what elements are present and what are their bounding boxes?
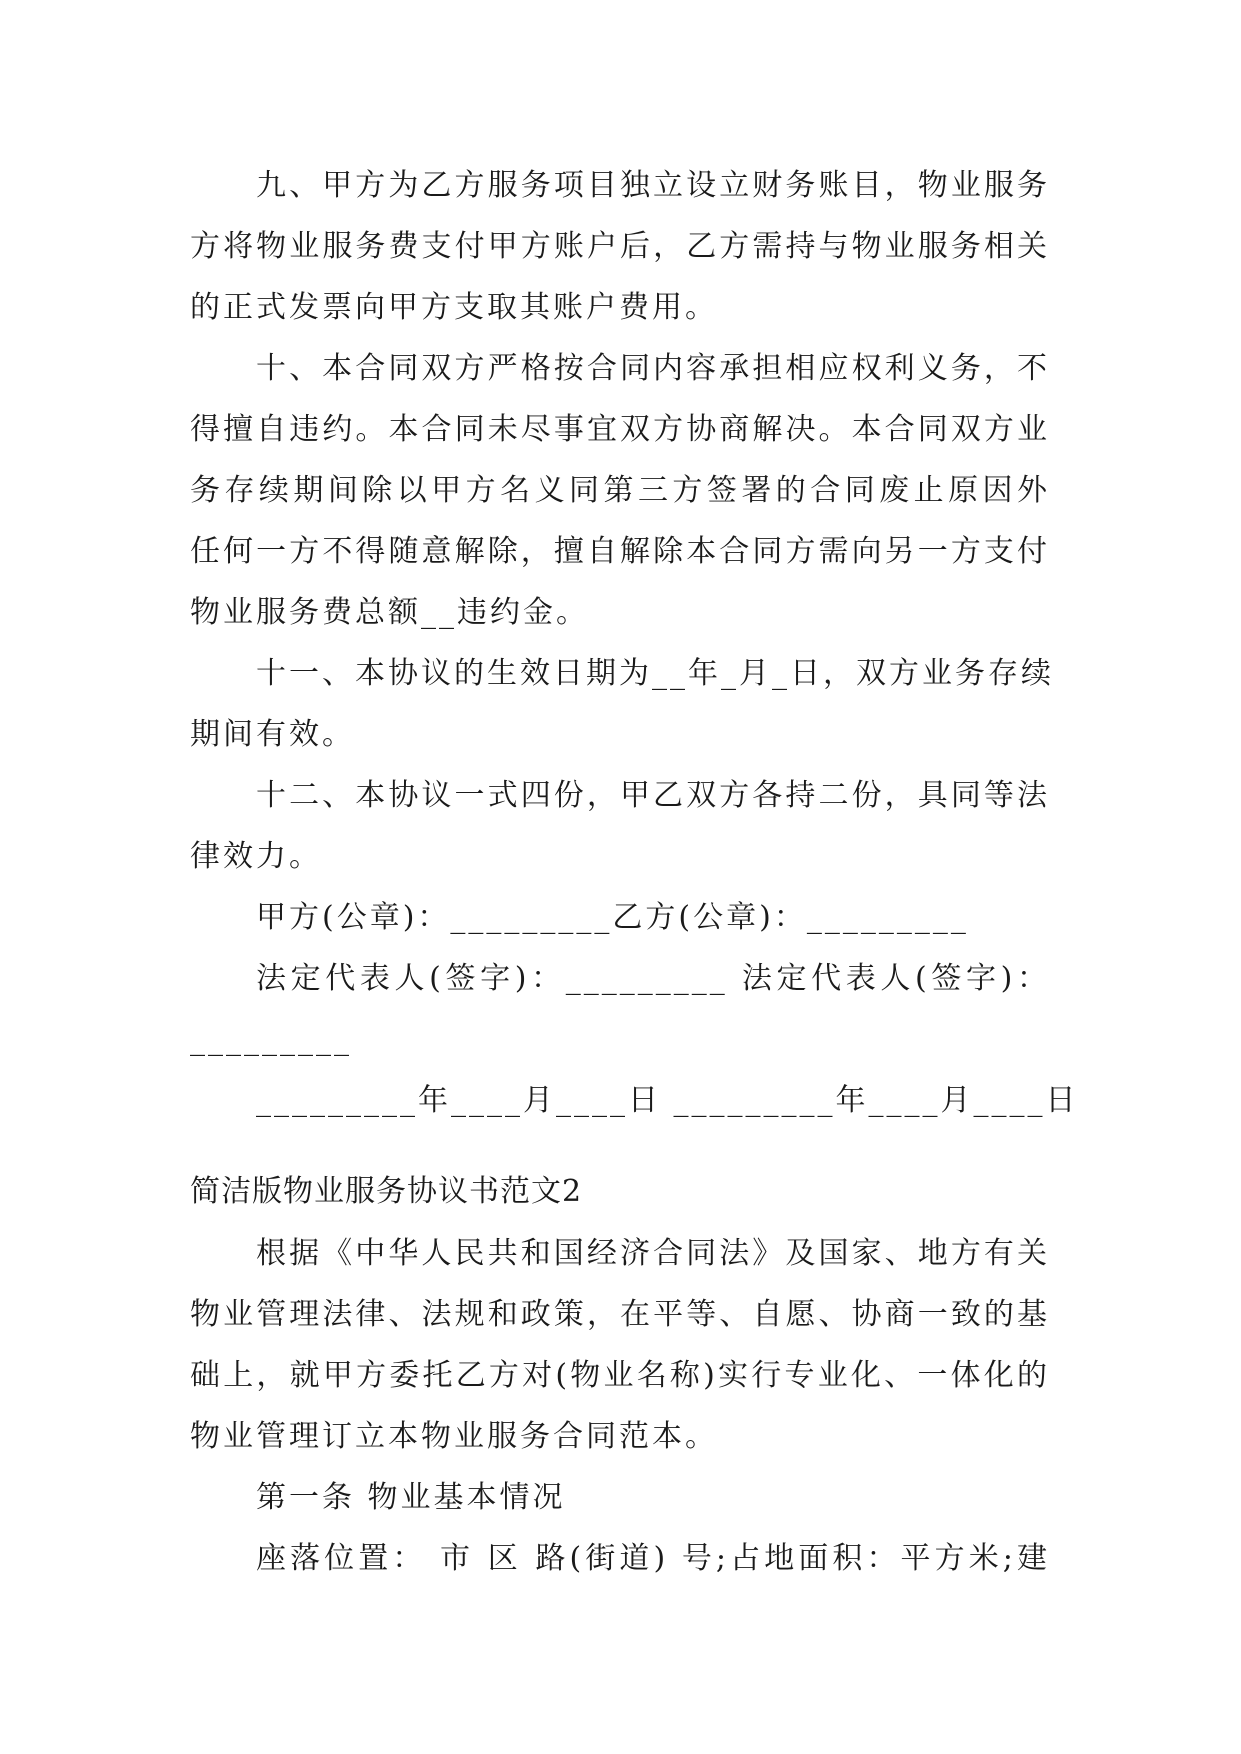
date-line: _________年____月____日 _________年____月____日 <box>256 1083 1079 1118</box>
clause-9-line-2: 方将物业服务费支付甲方账户后，乙方需持与物业服务相关 <box>190 229 1050 264</box>
clause-9-line-3: 的正式发票向甲方支取其账户费用。 <box>190 290 718 325</box>
intro-line-1: 根据《中华人民共和国经济合同法》及国家、地方有关 <box>256 1236 1050 1271</box>
intro-line-3: 础上，就甲方委托乙方对(物业名称)实行专业化、一体化的 <box>190 1358 1050 1393</box>
clause-10-line-4: 任何一方不得随意解除，擅自解除本合同方需向另一方支付 <box>190 534 1050 569</box>
intro-line-4: 物业管理订立本物业服务合同范本。 <box>190 1419 718 1454</box>
company-seal-line: 甲方(公章)：_________乙方(公章)：_________ <box>256 900 969 935</box>
signature-blank: _________ <box>190 1022 352 1057</box>
article-1-location-line: 座落位置： 市 区 路(街道) 号;占地面积：平方米;建 <box>256 1541 1050 1576</box>
clause-11-line-1: 十一、本协议的生效日期为__年_月_日，双方业务存续 <box>256 656 1054 691</box>
clause-12-line-1: 十二、本协议一式四份，甲乙双方各持二份，具同等法 <box>256 778 1050 813</box>
section-heading: 简洁版物业服务协议书范文2 <box>190 1174 583 1209</box>
clause-10-line-5: 物业服务费总额__违约金。 <box>190 595 589 630</box>
article-1-title: 第一条 物业基本情况 <box>256 1480 566 1515</box>
clause-10-line-2: 得擅自违约。本合同未尽事宜双方协商解决。本合同双方业 <box>190 412 1050 447</box>
clause-11-line-2: 期间有效。 <box>190 717 355 752</box>
clause-10-line-3: 务存续期间除以甲方名义同第三方签署的合同废止原因外 <box>190 473 1050 508</box>
legal-representative-line: 法定代表人(签字)：_________ 法定代表人(签字)： <box>256 961 1050 996</box>
intro-line-2: 物业管理法律、法规和政策，在平等、自愿、协商一致的基 <box>190 1297 1050 1332</box>
clause-12-line-2: 律效力。 <box>190 839 322 874</box>
clause-10-line-1: 十、本合同双方严格按合同内容承担相应权利义务，不 <box>256 351 1050 386</box>
clause-9-line-1: 九、甲方为乙方服务项目独立设立财务账目，物业服务 <box>256 168 1050 203</box>
